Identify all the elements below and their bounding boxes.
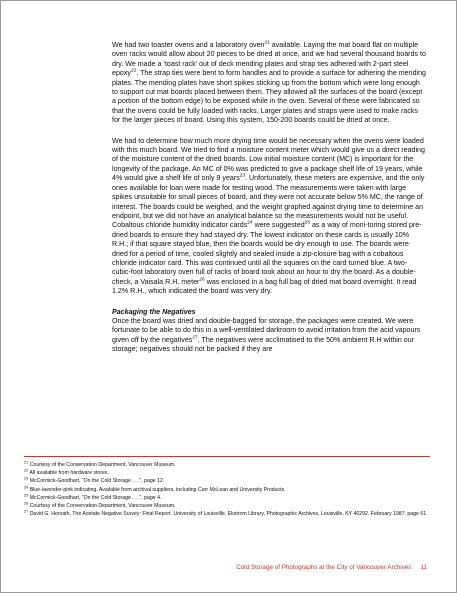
footnote-text: All available from hardware stores. xyxy=(29,470,109,477)
footnote-reference: 23 xyxy=(239,173,246,179)
footnote-number: 25 xyxy=(24,493,29,498)
footnote-text: Courtesy of the Conservation Department, Vancouver Museum. xyxy=(29,462,176,468)
footnote xyxy=(24,510,430,518)
footnote-reference: 22 xyxy=(130,68,137,74)
footnote xyxy=(24,477,430,485)
footnote-reference: 26 xyxy=(199,277,205,283)
running-title: Cold Storage of Photographs at the City of Vancouver Archives xyxy=(236,564,412,571)
footnote-text: McCormick-Goodhart, “On the Cold Storage . . .”, page 4. xyxy=(29,494,162,501)
footnote xyxy=(24,461,430,469)
body-paragraph-1 xyxy=(112,41,426,126)
footnote xyxy=(24,494,430,502)
footnote-number: 22 xyxy=(24,468,29,473)
footnote xyxy=(24,486,430,494)
footnote xyxy=(24,469,430,477)
article-body xyxy=(112,41,426,366)
text-run: . Unfortunately, these meters are expensive, and the only ones available for loan were made for testing wood. The measurements were taken with large spikes unsuitable for small pieces of board, and they were not accurate below 5% MC, the range of interest. The boards could be weighed, and the weight graphed against drying time to determine an endpoint, but we did not have an analytical balance so the measurements would not be useful. Cobaltous chloride humidity indicator cards xyxy=(112,174,425,230)
body-paragraph-2 xyxy=(112,137,426,297)
body-paragraph-3 xyxy=(112,317,426,355)
text-run: available. Laying the mat board flat on multiple oven racks would allow about 20 pieces to be dried at once, and we had several thousand boards to dry. We made a ‘toast rack’ out of deck mending plates and strap ties adhered with 2-part steel epoxy xyxy=(112,41,426,78)
footnote-reference: 21 xyxy=(264,40,270,46)
footnote-number: 23 xyxy=(24,476,29,481)
page-footer xyxy=(236,564,427,571)
footnote-text: Blue-lavender-pink indicating. Available from archival suppliers, including Carr McLean and University Products. xyxy=(29,486,286,493)
text-run: Once the board was dried and double-bagged for storage, the packages were created. We were fortunate to be able to do this in a well-ventilated darkroom to avoid irritation from the acid vapours given off by the negatives xyxy=(112,316,421,344)
footnote-number: 27 xyxy=(24,509,29,514)
text-run: was enclosed in a bag full bag of dried mat board overnight. It read 1.2% R.H., which indicated the board was very dry. xyxy=(112,277,417,296)
footnote-text: David G. Horvath, The Acetate Negative Survey: Final Report. University of Louisville, Ekstrom Library, Photographic Archives, Louisville, KY 40292. February 1987. page 61. xyxy=(29,511,428,518)
footnote-number: 24 xyxy=(24,484,29,489)
footnote-divider xyxy=(24,456,430,457)
footnotes xyxy=(24,461,430,518)
text-run: . The negatives were acclimatised to the 50% ambient R.H within our storage; negatives should not be packed if they are xyxy=(112,335,415,354)
footnote-reference: 24 xyxy=(247,220,253,226)
text-run: We had to determine how much more drying time would be necessary when the ovens were loaded with this much board. We tried to find a moisture content meter which would give us a direct reading of the moisture content of the dried boards. Low initial moisture content (MC) is important for the longevity of the package. An MC of 0% was predicted to give a package shelf life of 19 years, while 4% would give a shelf life of only 9 years xyxy=(112,136,425,183)
footnote-reference: 25 xyxy=(304,220,310,226)
footnote-number: 21 xyxy=(24,460,29,465)
footnote-text: Courtesy of the Conservation Department, Vancouver Museum. xyxy=(29,503,176,510)
footnote xyxy=(24,502,430,510)
text-run: . The strap ties were bent to form handles and to provide a surface for adhering the mending plates. The mending plates have short spikes sticking up from the bottom which were long enough to support cut mat boards placed between them. They allowed all the surfaces of the board (except a portion of the bottom edge) to be exposed while in the oven. Several of these were fabricated so that the ovens could be fully loaded with racks. Larger plates and straps were used to make racks for the larger pieces of board. Using this system, 150-200 boards could be dried at once. xyxy=(112,69,426,125)
footnote-text: McCormick-Goodhart, “On the Cold Storage . . .”, page 12. xyxy=(29,478,165,485)
text-run: as a way of moni-toring stored pre-dried boards to ensure they had stayed dry. The lowest indicator on these cards is usually 10% R.H.; if that square stayed blue, then the boards would be dry enough to use. The boards were dried for a period of time, cooled slightly and sealed inside a zip-closure bag with a cobaltous chloride indicator card. This was continued until all the squares on the card turned blue. A two-cubic-foot laboratory oven full of racks of board took about an hour to dry the board. As a double-check, a Vaisala R.H. meter xyxy=(112,221,422,286)
footnote-reference: 27 xyxy=(192,335,198,341)
text-run: were suggested xyxy=(252,221,305,230)
section-subheading: Packaging the Negatives xyxy=(112,307,196,316)
page-number: 11 xyxy=(420,564,427,571)
footnote-number: 26 xyxy=(24,501,29,506)
text-run: We had two toaster ovens and a laboratory oven xyxy=(112,41,265,49)
